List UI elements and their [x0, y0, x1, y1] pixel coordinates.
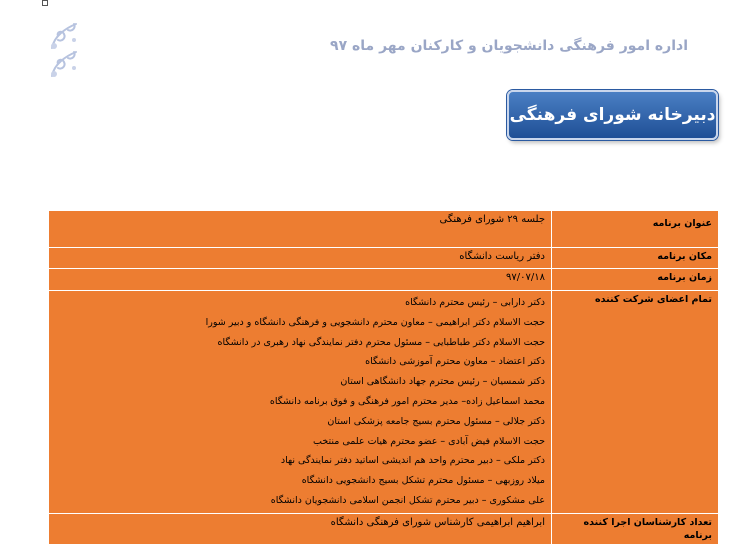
list-item: دکتر ملکی – دبیر محترم واحد هم اندیشی اساتید دفتر نمایندگی نهاد — [280, 455, 545, 467]
list-item: علی مشکوری – دبیر محترم تشکل انجمن اسلامی دانشجویان دانشگاه — [270, 494, 545, 506]
members-list — [49, 291, 552, 514]
list-item: محمد اسماعیل زاده– مدیر محترم امور فرهنگی و فوق برنامه دانشگاه — [269, 395, 545, 407]
executors-label: تعداد کارشناسان اجرا کننده برنامه — [552, 513, 719, 544]
page-subtitle: اداره امور فرهنگی دانشجویان و کارکنان مهر ماه ۹۷ — [330, 38, 688, 54]
list-item: میلاد روزبهی – مسئول محترم تشکل بسیج دانشجویی دانشگاه — [301, 475, 545, 487]
table-row — [49, 291, 719, 514]
program-info-table — [48, 210, 719, 545]
list-item: حجت الاسلام دکتر ابراهیمی – معاون محترم دانشجویی و فرهنگی دانشگاه و دبیر شورا — [205, 316, 545, 328]
list-item: دکتر اعتضاد – معاون محترم آموزشی دانشگاه — [365, 356, 545, 368]
place-label: مکان برنامه — [552, 248, 719, 269]
table-row — [49, 269, 719, 291]
title-label: عنوان برنامه — [552, 211, 719, 248]
place-value: دفتر ریاست دانشگاه — [49, 248, 552, 269]
members-label: تمام اعضای شرکت کننده — [552, 291, 719, 514]
table-row — [49, 513, 719, 544]
table-row — [49, 211, 719, 248]
floral-ornament-icon — [44, 18, 84, 82]
list-item: دکتر جلالی – مسئول محترم بسیج جامعه پزشکی استان — [327, 415, 545, 427]
list-item: حجت الاسلام دکتر طباطبایی – مسئول محترم دفتر نمایندگی نهاد رهبری در دانشگاه — [217, 336, 545, 348]
list-item: حجت الاسلام فیض آبادی – عضو محترم هیات علمی منتخب — [313, 435, 545, 447]
meeting-title: جلسه ۲۹ شورای فرهنگی — [49, 211, 552, 248]
time-value: ۹۷/۰۷/۱۸ — [49, 269, 552, 291]
time-label: زمان برنامه — [552, 269, 719, 291]
table-row — [49, 248, 719, 269]
list-item: دکتر شمسیان – رئیس محترم جهاد دانشگاهی استان — [340, 376, 545, 388]
executors-value: ابراهیم ابراهیمی کارشناس شورای فرهنگی دانشگاه — [49, 513, 552, 544]
corner-marker — [42, 0, 48, 6]
list-item: دکتر دارابی – رئیس محترم دانشگاه — [405, 297, 545, 308]
section-title-button[interactable]: دبیرخانه شورای فرهنگی — [507, 90, 718, 140]
